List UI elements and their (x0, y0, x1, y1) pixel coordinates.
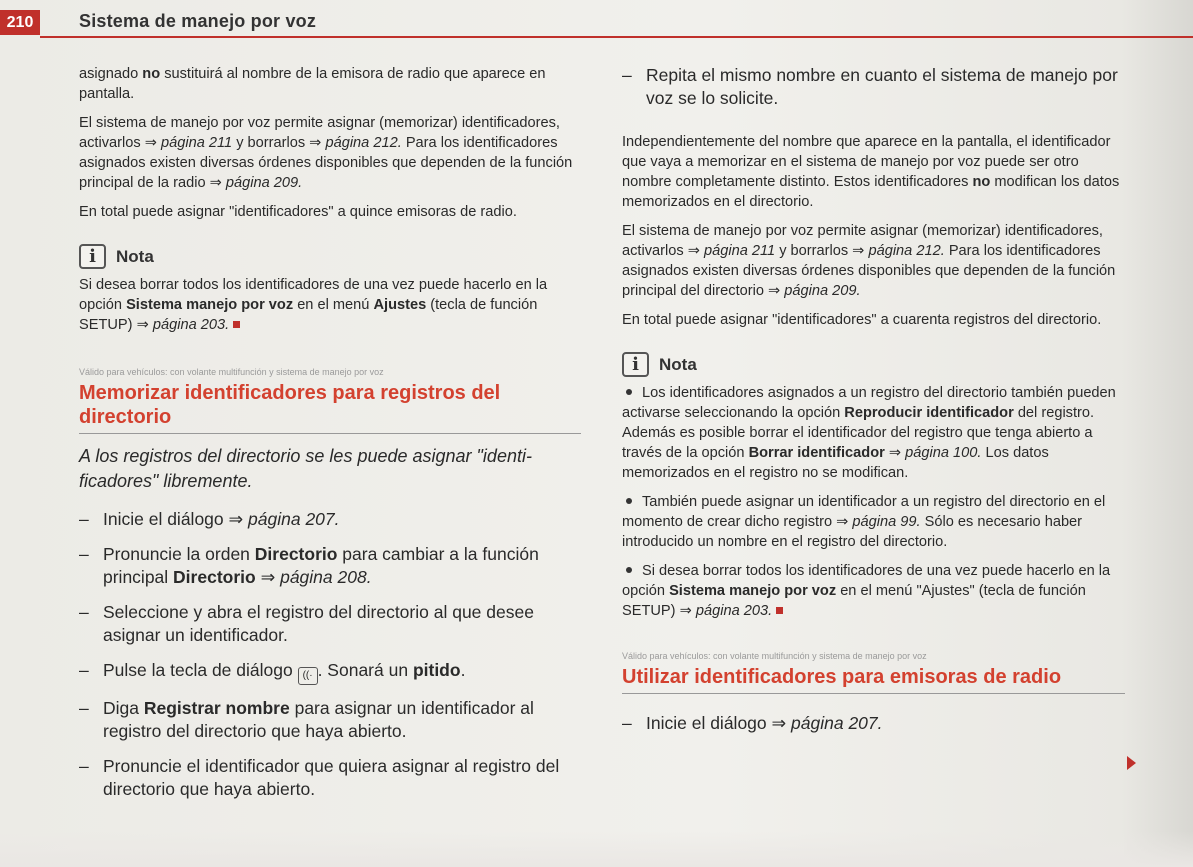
section-rule (622, 693, 1125, 694)
right-column (622, 64, 1125, 747)
step-item: – Diga Registrar nombre para asignar un identificador al registro del directorio que haya abierto. (79, 698, 534, 741)
end-square-icon (776, 607, 783, 614)
bullet-icon (626, 389, 632, 395)
bullet-icon (626, 567, 632, 573)
talk-key-icon: ((· (298, 667, 318, 685)
section-rule (79, 433, 581, 434)
step-item: – Pulse la tecla de diálogo ((· . Sonará un pitido. (79, 659, 581, 685)
validity-note: Válido para vehículos: con volante multifunción y sistema de manejo por voz (622, 651, 927, 661)
note-bullet: También puede asignar un identificador a un registro del directorio en el momento de crear dicho registro ⇒ página 99. Sólo es necesario haber introducido un nombre en el registro del directorio. (622, 494, 1106, 550)
section-heading: Memorizar identificadores para registros del directorio (79, 382, 501, 428)
left-column (79, 64, 581, 813)
step-item: – Pronuncie la orden Directorio para cambiar a la función principal Directorio ⇒ página 208. (79, 544, 539, 587)
note-text: Si desea borrar todos los identificadores de una vez puede hacerlo en la opción Sistema manejo por voz en el menú Ajustes (tecla de función SETUP) ⇒ página 203. (79, 277, 548, 333)
note-bullet: Si desea borrar todos los identificadores de una vez puede hacerlo en la opción Sistema manejo por voz en el menú "Ajustes" (tecla de función SETUP) ⇒ página 203. (622, 563, 1111, 619)
paragraph: Independientemente del nombre que aparece en la pantalla, el identificador que vaya a memorizar en el sistema de manejo por voz puede ser otro nombre completamente distinto. Estos identificadores no modifican los datos memorizados en el directorio. (622, 134, 1120, 210)
page-title: Sistema de manejo por voz (79, 11, 317, 31)
paragraph: asignado no sustituirá al nombre de la emisora de radio que aparece en pantalla. (79, 66, 546, 102)
note-bullet: Los identificadores asignados a un registro del directorio también pueden activarse seleccionando la opción Reproducir identificador del registro. Además es posible borrar el identificador del registro que tenga abierto a través de la opción Borrar identificador ⇒ página 100. Los datos memorizados en el registro no se modifican. (622, 385, 1116, 481)
end-square-icon (233, 321, 240, 328)
paragraph: En total puede asignar "identificadores" a cuarenta registros del directorio. (622, 312, 1102, 328)
page-bottom-shade (0, 831, 1193, 867)
note-title: Nota (659, 354, 697, 374)
step-item: – Inicie el diálogo ⇒ página 207. (79, 509, 340, 529)
paragraph: El sistema de manejo por voz permite asignar (memorizar) identificadores, activarlos ⇒ página 211 y borrarlos ⇒ página 212. Para los identificadores asignados existen diversas órdenes disponibles que dependen de la función principal de la radio ⇒ página 209. (79, 115, 573, 191)
step-item: – Pronuncie el identificador que quiera asignar al registro del directorio que haya abierto. (79, 756, 560, 799)
paragraph: El sistema de manejo por voz permite asignar (memorizar) identificadores, activarlos ⇒ página 211 y borrarlos ⇒ página 212. Para los identificadores asignados existen diversas órdenes disponibles que dependen de la función principal del directorio ⇒ página 209. (622, 223, 1116, 299)
info-i-icon: i (622, 352, 649, 377)
section-heading: Utilizar identificadores para emisoras de radio (622, 666, 1062, 688)
continue-arrow-icon (1127, 756, 1136, 770)
step-item: – Seleccione y abra el registro del directorio al que desee asignar un identificador. (79, 602, 534, 645)
note-header (79, 244, 581, 269)
step-item: – Inicie el diálogo ⇒ página 207. (622, 713, 883, 733)
note-header (622, 352, 1125, 377)
paragraph: En total puede asignar "identificadores" a quince emisoras de radio. (79, 204, 517, 220)
note-title: Nota (116, 246, 154, 266)
page-number: 210 (0, 10, 40, 35)
header-rule (40, 36, 1193, 38)
validity-note: Válido para vehículos: con volante multifunción y sistema de manejo por voz (79, 367, 384, 377)
bullet-icon (626, 498, 632, 504)
info-i-icon: i (79, 244, 106, 269)
step-item: – Repita el mismo nombre en cuanto el sistema de manejo por voz se lo solicite. (622, 65, 1118, 108)
section-lead: A los registros del directorio se les puede asignar "identificadores" libremente. (79, 446, 532, 491)
